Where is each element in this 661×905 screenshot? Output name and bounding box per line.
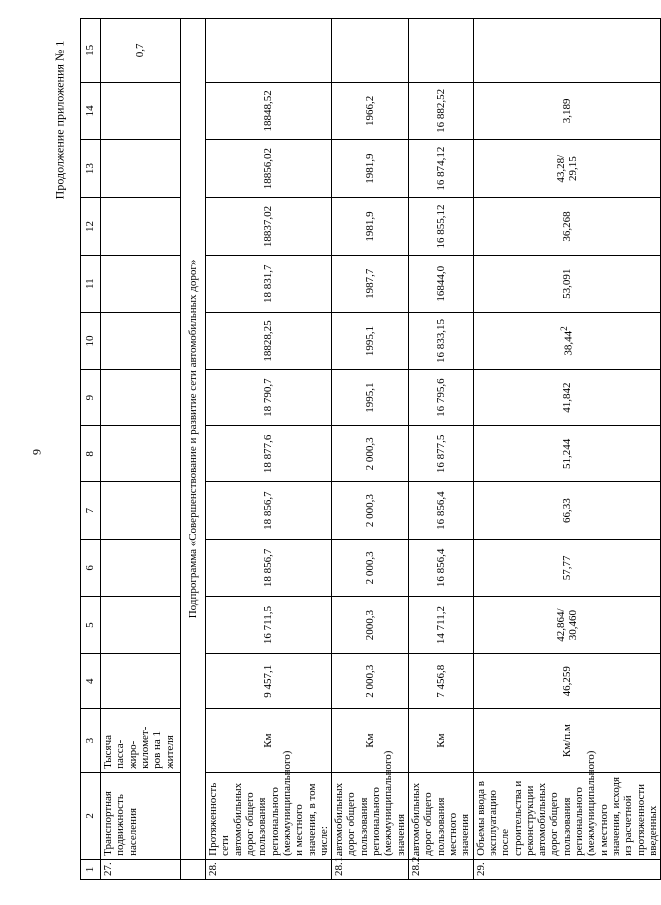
indicator-name: Объемы ввода в эксплуатацию после строительства и реконструкции автомобильных дорог общего пользования регионального (межмуниципального) и местного значения, исходя из расчетной протяженности введенных <box>473 772 661 859</box>
value-cell: 16 833,15 <box>409 312 474 369</box>
header-cell: 5 <box>81 596 101 653</box>
header-cell: 7 <box>81 482 101 539</box>
header-cell: 9 <box>81 370 101 426</box>
subprogram-title: Подпрограмма «Совершенствование и развитие сети автомобильных дорог» <box>181 19 206 860</box>
value-cell <box>473 312 661 369</box>
unit-cell: Км/п.м <box>473 709 661 773</box>
table-row <box>206 19 332 880</box>
value-cell: 9 457,1 <box>206 654 332 709</box>
unit-cell: Км <box>409 709 474 773</box>
value-cell: 16 795,6 <box>409 370 474 426</box>
row-number: 28.1. <box>332 859 409 879</box>
row-number: 28.2. <box>409 859 474 879</box>
value-cell: 1995,1 <box>332 312 409 369</box>
page-number: 9 <box>29 449 44 455</box>
value-cell: 46,259 <box>473 654 661 709</box>
value-cell: 16 874,12 <box>409 140 474 198</box>
continuation-caption: Продолжение приложения № 1 <box>52 40 67 200</box>
value-cell: 1995,1 <box>332 370 409 426</box>
value-cell: 18 790,7 <box>206 370 332 426</box>
value-cell: 2 000,3 <box>332 539 409 596</box>
value-cell: 1966,2 <box>332 82 409 139</box>
header-cell: 13 <box>81 140 101 198</box>
subprogram-row <box>181 19 206 880</box>
value-cell: 18 856,7 <box>206 539 332 596</box>
table-row <box>409 19 474 880</box>
appendix-table <box>80 18 661 880</box>
value-cell: 18856,02 <box>206 140 332 198</box>
row-number: 27. <box>101 859 181 879</box>
value-cell: 18 831,7 <box>206 255 332 312</box>
value-cell: 16844,0 <box>409 255 474 312</box>
value-cell: 16 856,4 <box>409 539 474 596</box>
indicator-name: автомобильных дорог общего пользования местного значения <box>409 772 474 859</box>
indicator-name: автомобильных дорог общего пользования регионального (межмуниципального) значения <box>332 772 409 859</box>
header-cell: 14 <box>81 82 101 139</box>
value-cell: 57,77 <box>473 539 661 596</box>
value-cell: 16 877,5 <box>409 426 474 482</box>
unit-cell: Тысяча пасса-жиро-километ-ров на 1 жителя <box>101 709 181 773</box>
header-cell: 10 <box>81 312 101 369</box>
indicator-name: Транспортная подвижность населения <box>101 772 181 859</box>
unit-cell: Км <box>206 709 332 773</box>
indicator-name: Протяженность сети автомобильных дорог общего пользования регионального (межмуниципального) и местного значения, в том числе: <box>206 772 332 859</box>
value-cell: 18848,52 <box>206 82 332 139</box>
row-number: 28. <box>206 859 332 879</box>
value-cell: 16 855,12 <box>409 198 474 255</box>
header-row <box>81 19 101 880</box>
header-cell: 6 <box>81 539 101 596</box>
table-row <box>101 19 181 880</box>
header-cell: 11 <box>81 255 101 312</box>
table-row <box>473 19 661 880</box>
value-cell: 41,842 <box>473 370 661 426</box>
value-cell: 2000,3 <box>332 596 409 653</box>
header-cell: 1 <box>81 859 101 879</box>
footnote-mark: 2 <box>558 326 569 331</box>
value-cell: 18837,02 <box>206 198 332 255</box>
value-cell: 18828,25 <box>206 312 332 369</box>
value-cell: 43,28/ 29,15 <box>473 140 661 198</box>
appendix-table-container <box>80 18 659 880</box>
value-cell: 51,244 <box>473 426 661 482</box>
unit-cell: Км <box>332 709 409 773</box>
value-cell: 42,864/ 30,460 <box>473 596 661 653</box>
value-cell: 36,268 <box>473 198 661 255</box>
value-cell: 16 711,5 <box>206 596 332 653</box>
value-cell: 1981,9 <box>332 198 409 255</box>
value-cell: 2 000,3 <box>332 482 409 539</box>
value-text: 38,44 <box>562 330 575 356</box>
header-cell: 2 <box>81 772 101 859</box>
value-cell: 2 000,3 <box>332 654 409 709</box>
value-cell: 18 856,7 <box>206 482 332 539</box>
header-cell: 12 <box>81 198 101 255</box>
value-cell: 16 856,4 <box>409 482 474 539</box>
header-cell: 8 <box>81 426 101 482</box>
table-row <box>332 19 409 880</box>
value-cell: 7 456,8 <box>409 654 474 709</box>
header-cell: 4 <box>81 654 101 709</box>
row-number: 29. <box>473 859 661 879</box>
header-cell: 15 <box>81 19 101 83</box>
value-cell: 66,33 <box>473 482 661 539</box>
value-cell: 0,7 <box>101 19 181 83</box>
value-cell: 1987,7 <box>332 255 409 312</box>
header-cell: 3 <box>81 709 101 773</box>
value-cell: 3,189 <box>473 82 661 139</box>
value-cell: 14 711,2 <box>409 596 474 653</box>
value-cell: 53,091 <box>473 255 661 312</box>
value-cell: 1981,9 <box>332 140 409 198</box>
value-cell: 2 000,3 <box>332 426 409 482</box>
value-cell: 18 877,6 <box>206 426 332 482</box>
value-cell: 16 882,52 <box>409 82 474 139</box>
